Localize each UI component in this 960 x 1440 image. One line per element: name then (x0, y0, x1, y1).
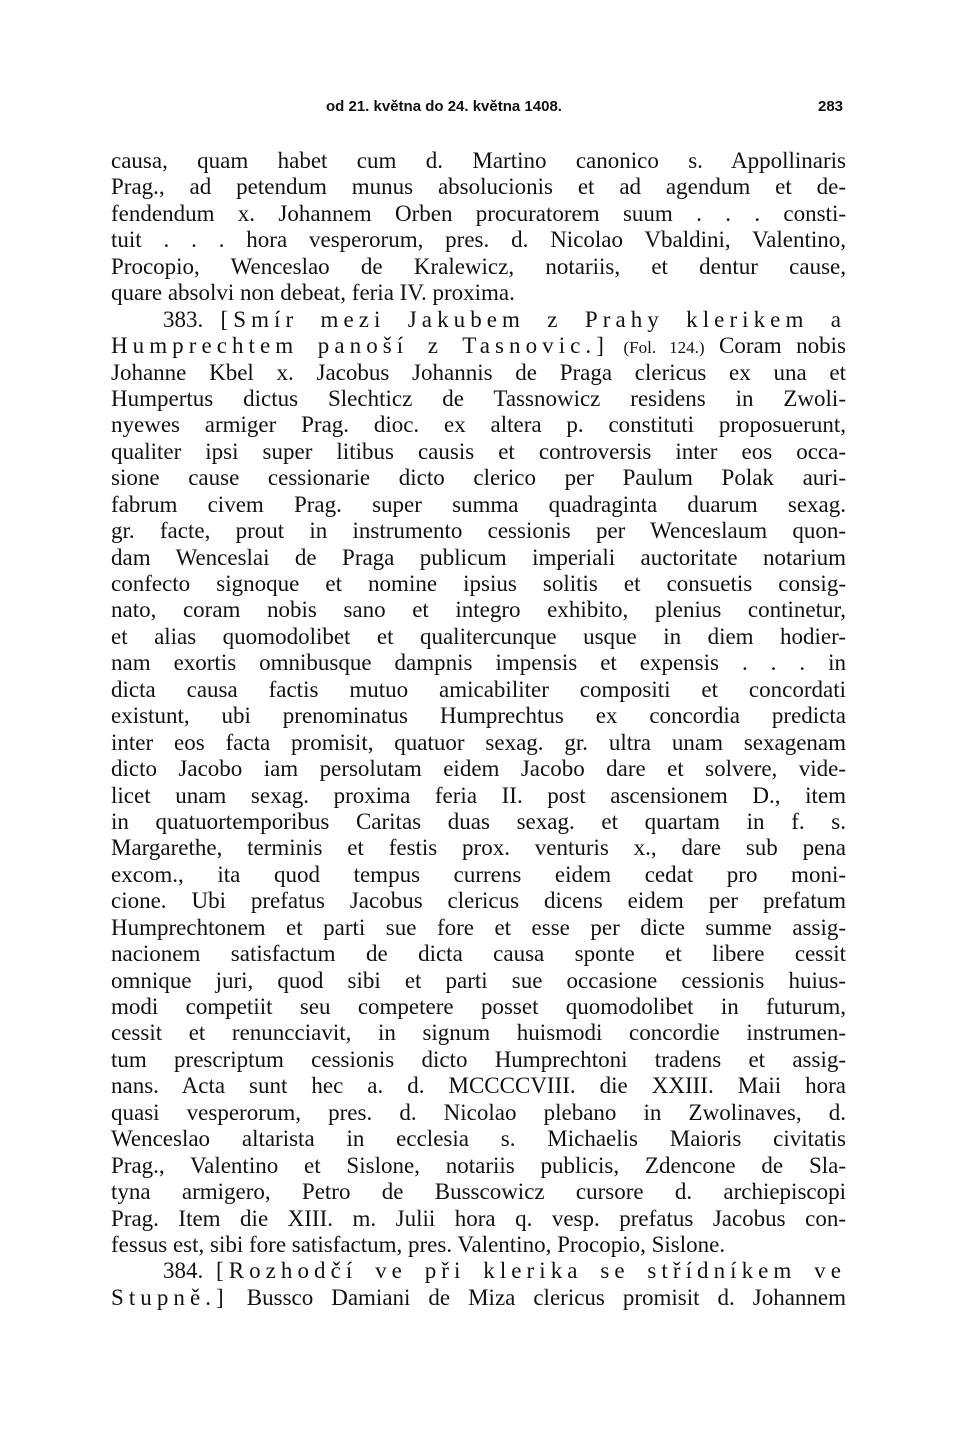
text-line: tum prescriptum cessionis dicto Humprechtoni tradens et assig- (111, 1046, 846, 1072)
page-header (0, 98, 960, 122)
text-line: cessit et renuncciavit, in signum huismodi concordie instrumen- (111, 1020, 846, 1046)
text-line: nato, coram nobis sano et integro exhibito, plenius continetur, (111, 597, 846, 623)
text-run: Bussco Damiani de Miza clericus promisit d. Johannem (246, 1284, 847, 1310)
entry-heading: [Smír mezi Jakubem z Prahy klerikem a (220, 306, 846, 332)
text-line: qualiter ipsi super litibus causis et controversis inter eos occa- (111, 438, 846, 464)
text-line: sione cause cessionarie dicto clerico per Paulum Polak auri- (111, 465, 846, 491)
entry-heading: [Rozhodčí ve při klerika se střídníkem ve (215, 1258, 846, 1284)
text-line: et alias quomodolibet et qualitercunque usque in diem hodier- (111, 623, 846, 649)
text-line: nans. Acta sunt hec a. d. MCCCCVIII. die XXIII. Maii hora (111, 1073, 846, 1099)
running-title: od 21. května do 24. května 1408. (326, 98, 562, 115)
entry-383-heading-line (111, 307, 846, 333)
text-line: Humprechtonem et parti sue fore et esse per dicte summe assig- (111, 914, 846, 940)
text-line: fabrum civem Prag. super summa quadraginta duarum sexag. (111, 491, 846, 517)
text-line: Prag., ad petendum munus absolucionis et ad agendum et de- (111, 174, 846, 200)
text-line: dam Wenceslai de Praga publicum imperiali auctoritate notarium (111, 544, 846, 570)
text-line: existunt, ubi prenominatus Humprechtus ex concordia predicta (111, 703, 846, 729)
text-line: Margarethe, terminis et festis prox. venturis x., dare sub pena (111, 835, 846, 861)
text-line: gr. facte, prout in instrumento cessionis per Wenceslaum quon- (111, 518, 846, 544)
text-line: Johanne Kbel x. Jacobus Johannis de Praga clericus ex una et (111, 359, 846, 385)
text-line: licet unam sexag. proxima feria II. post ascensionem D., item (111, 782, 846, 808)
text-line: Humpertus dictus Slechticz de Tassnowicz residens in Zwoli- (111, 385, 846, 411)
text-line: Prag., Valentino et Sislone, notariis publicis, Zdencone de Sla- (111, 1152, 846, 1178)
text-line: in quatuortemporibus Caritas duas sexag. et quartam in f. s. (111, 808, 846, 834)
text-line: nam exortis omnibusque dampnis impensis et expensis . . . in (111, 650, 846, 676)
entry-384-heading-line (111, 1258, 846, 1284)
text-line: fessus est, sibi fore satisfactum, pres. Valentino, Procopio, Sislone. (111, 1231, 726, 1257)
text-line: dicto Jacobo iam persolutam eidem Jacobo dare et solvere, vide- (111, 756, 846, 782)
entry-number: 384. (163, 1258, 204, 1284)
text-line: Wenceslao altarista in ecclesia s. Michaelis Maioris civitatis (111, 1126, 846, 1152)
entry-384-heading-line-2 (111, 1285, 846, 1311)
text-line: nyewes armiger Prag. dioc. ex altera p. constituti proposuerunt, (111, 412, 846, 438)
folio-reference: (Fol. 124.) (623, 338, 705, 358)
text-line: excom., ita quod tempus currens eidem cedat pro moni- (111, 861, 846, 887)
text-line: Prag. Item die XIII. m. Julii hora q. vesp. prefatus Jacobus con- (111, 1205, 846, 1231)
text-line: fendendum x. Johannem Orben procuratorem suum . . . consti- (111, 200, 846, 226)
text-line: omnique juri, quod sibi et parti sue occasione cessionis huius- (111, 967, 846, 993)
text-line: causa, quam habet cum d. Martino canonico s. Appollinaris (111, 148, 846, 173)
text-line: dicta causa factis mutuo amicabiliter compositi et concordati (111, 676, 846, 702)
entry-383-heading-line-2 (111, 333, 846, 359)
text-run: Coram nobis (719, 333, 847, 359)
text-line: confecto signoque et nomine ipsius solitis et consuetis consig- (111, 571, 846, 596)
entry-number: 383. (163, 306, 204, 332)
text-line: tuit . . . hora vesperorum, pres. d. Nicolao Vbaldini, Valentino, (111, 227, 846, 253)
text-line: modi competiit seu competere posset quomodolibet in futurum, (111, 994, 846, 1019)
text-line: quare absolvi non debeat, feria IV. proxima. (111, 280, 515, 306)
body-text (111, 148, 846, 1311)
text-line: Procopio, Wenceslao de Kralewicz, notariis, et dentur cause, (111, 253, 846, 279)
page-number: 283 (818, 98, 844, 115)
text-line: quasi vesperorum, pres. d. Nicolao plebano in Zwolinaves, d. (111, 1099, 846, 1125)
entry-heading: Humprechtem panoší z Tasnovic.] (111, 333, 609, 359)
text-line: inter eos facta promisit, quatuor sexag. gr. ultra unam sexagenam (111, 729, 846, 755)
text-line: tyna armigero, Petro de Busscowicz cursore d. archiepiscopi (111, 1179, 846, 1205)
text-line: nacionem satisfactum de dicta causa sponte et libere cessit (111, 941, 846, 967)
entry-heading: Stupně.] (111, 1284, 229, 1310)
text-line: cione. Ubi prefatus Jacobus clericus dicens eidem per prefatum (111, 888, 846, 914)
